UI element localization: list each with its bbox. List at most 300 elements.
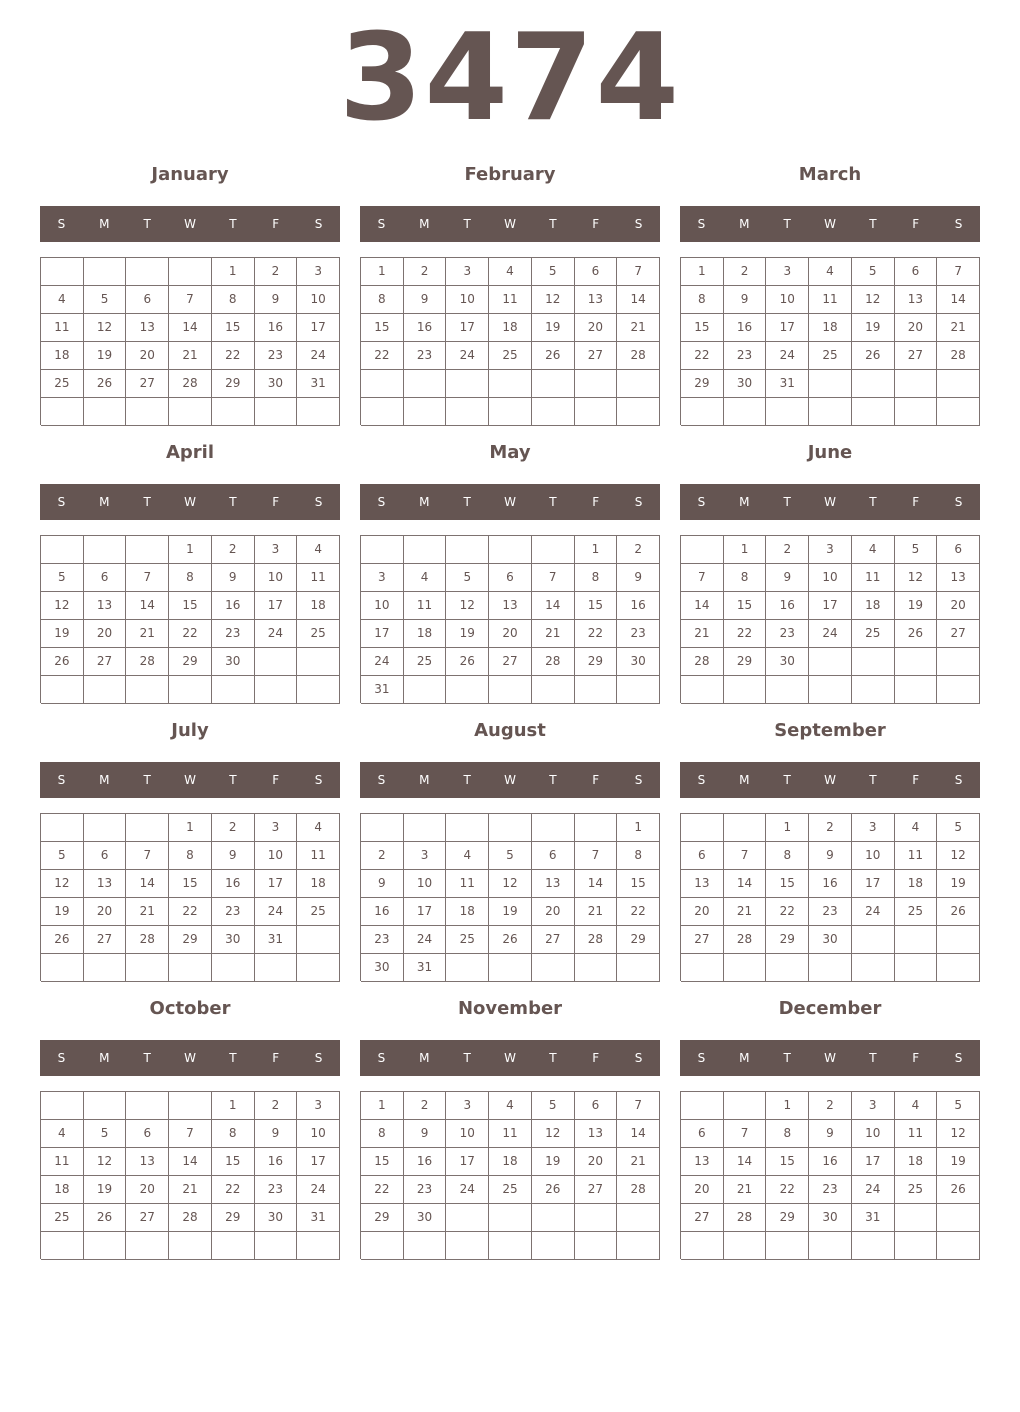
day-cell: 15 — [681, 314, 724, 342]
day-cell: 18 — [895, 1148, 938, 1176]
empty-cell — [361, 370, 404, 398]
month-title: July — [171, 720, 209, 741]
empty-cell — [489, 814, 532, 842]
day-cell: 21 — [169, 1176, 212, 1204]
day-cell: 22 — [766, 1176, 809, 1204]
day-cell: 8 — [575, 564, 618, 592]
day-cell: 13 — [575, 286, 618, 314]
day-cell: 21 — [937, 314, 980, 342]
weekday-label: T — [869, 217, 877, 231]
day-cell: 2 — [404, 1092, 447, 1120]
empty-cell — [575, 814, 618, 842]
day-cell: 12 — [937, 842, 980, 870]
empty-cell — [404, 398, 447, 426]
day-cell: 15 — [212, 1148, 255, 1176]
weekday-label: T — [463, 495, 471, 509]
month-title: June — [807, 442, 853, 463]
day-cell: 23 — [617, 620, 660, 648]
day-cell: 10 — [809, 564, 852, 592]
day-cell: 6 — [126, 1120, 169, 1148]
day-cell: 17 — [404, 898, 447, 926]
empty-cell — [575, 954, 618, 982]
day-cell: 13 — [84, 592, 127, 620]
day-cell: 11 — [895, 1120, 938, 1148]
day-cell: 23 — [404, 342, 447, 370]
weekday-label: S — [954, 1051, 963, 1065]
day-cell: 31 — [766, 370, 809, 398]
day-cell: 3 — [852, 1092, 895, 1120]
day-cell: 19 — [446, 620, 489, 648]
weekday-label: W — [504, 773, 516, 787]
day-cell: 12 — [532, 286, 575, 314]
weekday-label: S — [314, 495, 323, 509]
day-cell: 12 — [532, 1120, 575, 1148]
day-cell: 14 — [937, 286, 980, 314]
day-cell: 14 — [724, 1148, 767, 1176]
day-cell: 3 — [809, 536, 852, 564]
day-cell: 11 — [297, 842, 340, 870]
empty-cell — [724, 676, 767, 704]
empty-cell — [617, 370, 660, 398]
day-cell: 22 — [766, 898, 809, 926]
day-cell: 21 — [126, 898, 169, 926]
day-cell: 8 — [681, 286, 724, 314]
day-cell: 9 — [809, 842, 852, 870]
empty-cell — [681, 1232, 724, 1260]
day-cell: 22 — [617, 898, 660, 926]
weekday-label: T — [229, 1051, 237, 1065]
weekday-label: T — [463, 1051, 471, 1065]
day-cell: 19 — [532, 1148, 575, 1176]
weekday-label: M — [419, 495, 430, 509]
day-cell: 4 — [41, 1120, 84, 1148]
day-cell: 26 — [532, 1176, 575, 1204]
day-cell: 16 — [809, 1148, 852, 1176]
empty-cell — [126, 1232, 169, 1260]
day-cell: 22 — [212, 1176, 255, 1204]
day-cell: 6 — [489, 564, 532, 592]
day-cell: 28 — [681, 648, 724, 676]
day-cell: 14 — [532, 592, 575, 620]
day-cell: 16 — [255, 1148, 298, 1176]
day-cell: 29 — [361, 1204, 404, 1232]
day-cell: 3 — [852, 814, 895, 842]
day-cell: 25 — [895, 898, 938, 926]
day-cell: 7 — [169, 1120, 212, 1148]
month-december — [680, 994, 980, 1264]
empty-cell — [84, 258, 127, 286]
weekday-label: M — [99, 217, 110, 231]
day-cell: 9 — [255, 286, 298, 314]
day-cell: 16 — [404, 314, 447, 342]
empty-cell — [169, 258, 212, 286]
day-cell: 16 — [212, 870, 255, 898]
day-cell: 21 — [532, 620, 575, 648]
weekday-label: S — [57, 217, 66, 231]
day-cell: 10 — [297, 286, 340, 314]
day-cell: 23 — [809, 898, 852, 926]
weekday-header — [360, 206, 660, 242]
weekday-label: M — [99, 495, 110, 509]
day-cell: 28 — [169, 370, 212, 398]
day-cell: 25 — [41, 1204, 84, 1232]
day-cell: 25 — [489, 1176, 532, 1204]
day-cell: 19 — [937, 1148, 980, 1176]
weekday-label: M — [99, 773, 110, 787]
day-cell: 20 — [575, 314, 618, 342]
day-cell: 26 — [489, 926, 532, 954]
empty-cell — [937, 676, 980, 704]
day-cell: 5 — [446, 564, 489, 592]
day-cell: 24 — [255, 898, 298, 926]
weekday-label: S — [954, 773, 963, 787]
day-cell: 29 — [169, 926, 212, 954]
day-cell: 8 — [169, 842, 212, 870]
day-cell: 5 — [489, 842, 532, 870]
day-cell: 20 — [489, 620, 532, 648]
empty-cell — [532, 536, 575, 564]
weekday-label: M — [739, 495, 750, 509]
weekday-label: T — [783, 773, 791, 787]
empty-cell — [126, 1092, 169, 1120]
day-cell: 1 — [361, 258, 404, 286]
empty-cell — [84, 1092, 127, 1120]
day-cell: 22 — [361, 342, 404, 370]
day-cell: 21 — [681, 620, 724, 648]
empty-cell — [41, 1232, 84, 1260]
day-cell: 2 — [617, 536, 660, 564]
empty-cell — [126, 676, 169, 704]
day-cell: 29 — [212, 1204, 255, 1232]
weekday-label: S — [57, 773, 66, 787]
day-cell: 5 — [852, 258, 895, 286]
weekday-label: F — [912, 1051, 920, 1065]
day-cell: 9 — [361, 870, 404, 898]
empty-cell — [297, 648, 340, 676]
day-cell: 14 — [575, 870, 618, 898]
empty-cell — [852, 676, 895, 704]
day-cell: 20 — [681, 1176, 724, 1204]
day-cell: 6 — [895, 258, 938, 286]
weekday-header — [40, 762, 340, 798]
month-november — [360, 994, 660, 1264]
day-cell: 1 — [617, 814, 660, 842]
day-cell: 24 — [766, 342, 809, 370]
day-cell: 23 — [361, 926, 404, 954]
day-cell: 30 — [617, 648, 660, 676]
day-grid — [680, 535, 980, 703]
day-cell: 25 — [446, 926, 489, 954]
day-cell: 17 — [809, 592, 852, 620]
weekday-label: W — [184, 773, 196, 787]
empty-cell — [489, 676, 532, 704]
day-cell: 10 — [255, 842, 298, 870]
day-cell: 21 — [575, 898, 618, 926]
day-cell: 9 — [404, 286, 447, 314]
empty-cell — [895, 648, 938, 676]
day-cell: 17 — [297, 314, 340, 342]
day-cell: 31 — [297, 370, 340, 398]
day-cell: 4 — [809, 258, 852, 286]
day-cell: 19 — [937, 870, 980, 898]
day-cell: 13 — [681, 1148, 724, 1176]
day-cell: 21 — [724, 898, 767, 926]
day-cell: 28 — [126, 648, 169, 676]
weekday-label: S — [377, 1051, 386, 1065]
day-cell: 19 — [852, 314, 895, 342]
day-cell: 11 — [446, 870, 489, 898]
empty-cell — [84, 398, 127, 426]
empty-cell — [681, 814, 724, 842]
empty-cell — [446, 954, 489, 982]
day-cell: 26 — [532, 342, 575, 370]
day-cell: 30 — [212, 648, 255, 676]
day-cell: 4 — [895, 814, 938, 842]
empty-cell — [41, 954, 84, 982]
day-cell: 7 — [724, 1120, 767, 1148]
day-cell: 23 — [404, 1176, 447, 1204]
day-cell: 20 — [895, 314, 938, 342]
month-title: September — [774, 720, 886, 741]
weekday-label: T — [229, 217, 237, 231]
empty-cell — [169, 398, 212, 426]
day-cell: 30 — [809, 926, 852, 954]
day-grid — [360, 1091, 660, 1259]
empty-cell — [937, 926, 980, 954]
day-cell: 8 — [617, 842, 660, 870]
empty-cell — [255, 954, 298, 982]
empty-cell — [766, 1232, 809, 1260]
month-april — [40, 438, 340, 708]
empty-cell — [937, 370, 980, 398]
day-cell: 4 — [489, 258, 532, 286]
day-cell: 20 — [532, 898, 575, 926]
day-cell: 24 — [446, 1176, 489, 1204]
day-cell: 27 — [575, 342, 618, 370]
day-cell: 7 — [617, 258, 660, 286]
weekday-label: S — [377, 495, 386, 509]
day-cell: 2 — [212, 536, 255, 564]
day-cell: 20 — [575, 1148, 618, 1176]
day-cell: 14 — [724, 870, 767, 898]
day-cell: 1 — [212, 1092, 255, 1120]
weekday-label: S — [697, 495, 706, 509]
day-cell: 14 — [126, 870, 169, 898]
empty-cell — [446, 676, 489, 704]
day-cell: 7 — [681, 564, 724, 592]
empty-cell — [84, 814, 127, 842]
empty-cell — [361, 1232, 404, 1260]
day-cell: 8 — [212, 286, 255, 314]
day-cell: 29 — [766, 1204, 809, 1232]
day-cell: 8 — [361, 1120, 404, 1148]
day-cell: 27 — [681, 926, 724, 954]
day-cell: 11 — [809, 286, 852, 314]
day-cell: 31 — [361, 676, 404, 704]
day-cell: 16 — [255, 314, 298, 342]
day-cell: 5 — [937, 1092, 980, 1120]
day-cell: 2 — [809, 1092, 852, 1120]
day-cell: 30 — [809, 1204, 852, 1232]
day-cell: 29 — [724, 648, 767, 676]
day-cell: 18 — [41, 1176, 84, 1204]
weekday-label: T — [549, 495, 557, 509]
day-cell: 9 — [212, 564, 255, 592]
day-cell: 24 — [446, 342, 489, 370]
empty-cell — [446, 536, 489, 564]
empty-cell — [532, 1232, 575, 1260]
day-cell: 28 — [724, 926, 767, 954]
month-july — [40, 716, 340, 986]
day-cell: 15 — [766, 1148, 809, 1176]
day-cell: 25 — [297, 898, 340, 926]
day-cell: 13 — [895, 286, 938, 314]
day-cell: 24 — [361, 648, 404, 676]
day-cell: 2 — [255, 258, 298, 286]
day-cell: 15 — [361, 1148, 404, 1176]
day-cell: 29 — [575, 648, 618, 676]
day-cell: 2 — [361, 842, 404, 870]
empty-cell — [41, 258, 84, 286]
empty-cell — [809, 398, 852, 426]
day-cell: 27 — [681, 1204, 724, 1232]
day-cell: 16 — [766, 592, 809, 620]
day-cell: 11 — [489, 1120, 532, 1148]
day-cell: 3 — [361, 564, 404, 592]
day-cell: 19 — [895, 592, 938, 620]
day-cell: 3 — [404, 842, 447, 870]
weekday-label: S — [314, 1051, 323, 1065]
day-cell: 26 — [937, 898, 980, 926]
empty-cell — [126, 536, 169, 564]
day-cell: 16 — [404, 1148, 447, 1176]
empty-cell — [532, 676, 575, 704]
weekday-label: M — [739, 1051, 750, 1065]
day-cell: 27 — [575, 1176, 618, 1204]
day-cell: 1 — [169, 814, 212, 842]
month-january — [40, 160, 340, 430]
weekday-label: F — [592, 217, 600, 231]
day-cell: 27 — [937, 620, 980, 648]
day-cell: 19 — [84, 1176, 127, 1204]
empty-cell — [617, 954, 660, 982]
day-cell: 13 — [126, 314, 169, 342]
day-cell: 27 — [84, 926, 127, 954]
day-cell: 16 — [724, 314, 767, 342]
day-cell: 20 — [126, 342, 169, 370]
day-cell: 15 — [169, 870, 212, 898]
weekday-label: T — [229, 773, 237, 787]
empty-cell — [937, 1204, 980, 1232]
empty-cell — [255, 398, 298, 426]
day-cell: 18 — [809, 314, 852, 342]
day-cell: 17 — [255, 592, 298, 620]
empty-cell — [852, 926, 895, 954]
month-title: February — [464, 164, 556, 185]
day-cell: 29 — [169, 648, 212, 676]
empty-cell — [852, 648, 895, 676]
day-grid — [680, 813, 980, 981]
weekday-label: W — [824, 495, 836, 509]
weekday-label: S — [314, 773, 323, 787]
weekday-label: F — [912, 217, 920, 231]
day-cell: 4 — [446, 842, 489, 870]
day-cell: 18 — [446, 898, 489, 926]
day-cell: 6 — [681, 842, 724, 870]
day-cell: 15 — [575, 592, 618, 620]
weekday-label: M — [739, 773, 750, 787]
day-cell: 27 — [895, 342, 938, 370]
day-cell: 13 — [575, 1120, 618, 1148]
day-cell: 22 — [724, 620, 767, 648]
empty-cell — [724, 954, 767, 982]
day-cell: 18 — [489, 1148, 532, 1176]
day-cell: 17 — [852, 1148, 895, 1176]
weekday-header — [360, 1040, 660, 1076]
day-cell: 21 — [126, 620, 169, 648]
day-cell: 8 — [212, 1120, 255, 1148]
day-cell: 24 — [852, 898, 895, 926]
empty-cell — [681, 536, 724, 564]
day-cell: 18 — [895, 870, 938, 898]
weekday-label: S — [57, 495, 66, 509]
day-cell: 5 — [84, 286, 127, 314]
empty-cell — [84, 676, 127, 704]
empty-cell — [766, 676, 809, 704]
day-cell: 15 — [169, 592, 212, 620]
empty-cell — [617, 676, 660, 704]
day-cell: 15 — [766, 870, 809, 898]
weekday-label: S — [634, 1051, 643, 1065]
day-cell: 6 — [84, 564, 127, 592]
day-cell: 14 — [169, 314, 212, 342]
day-cell: 19 — [84, 342, 127, 370]
empty-cell — [809, 370, 852, 398]
day-cell: 14 — [169, 1148, 212, 1176]
day-cell: 9 — [404, 1120, 447, 1148]
day-cell: 7 — [617, 1092, 660, 1120]
day-cell: 4 — [297, 814, 340, 842]
empty-cell — [809, 676, 852, 704]
day-cell: 19 — [41, 898, 84, 926]
month-title: August — [474, 720, 546, 741]
weekday-header — [360, 762, 660, 798]
day-cell: 15 — [724, 592, 767, 620]
empty-cell — [212, 676, 255, 704]
day-cell: 10 — [297, 1120, 340, 1148]
day-grid — [40, 813, 340, 981]
day-cell: 11 — [41, 314, 84, 342]
weekday-label: S — [377, 217, 386, 231]
empty-cell — [489, 954, 532, 982]
weekday-label: S — [697, 217, 706, 231]
day-cell: 6 — [681, 1120, 724, 1148]
empty-cell — [169, 1232, 212, 1260]
weekday-label: W — [504, 495, 516, 509]
day-cell: 17 — [255, 870, 298, 898]
day-cell: 31 — [297, 1204, 340, 1232]
month-title: March — [798, 164, 862, 185]
empty-cell — [169, 954, 212, 982]
day-cell: 5 — [41, 564, 84, 592]
empty-cell — [489, 370, 532, 398]
day-cell: 11 — [297, 564, 340, 592]
empty-cell — [255, 1232, 298, 1260]
day-cell: 27 — [489, 648, 532, 676]
empty-cell — [532, 814, 575, 842]
day-cell: 1 — [681, 258, 724, 286]
day-cell: 23 — [255, 342, 298, 370]
